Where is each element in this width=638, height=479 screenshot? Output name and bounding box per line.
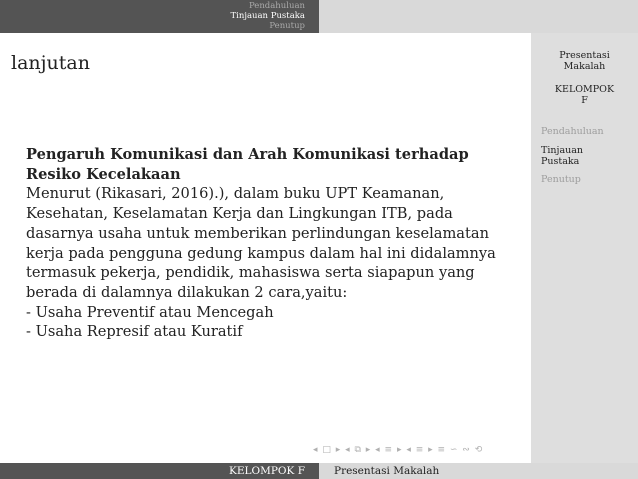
heading-line: Pengaruh Komunikasi dan Arah Komunikasi terhadap bbox=[26, 146, 469, 163]
sidebar-title-line[interactable]: Makalah bbox=[563, 61, 606, 72]
footer-title-box bbox=[319, 463, 638, 479]
body-line: berada di dalamnya dilakukan 2 cara,yaitu: bbox=[26, 283, 348, 301]
sidebar-author-line: KELOMPOK bbox=[554, 84, 615, 95]
sidebar-author-line: F bbox=[581, 95, 588, 106]
footer-author-box bbox=[0, 463, 319, 479]
sidebar-nav-penutup[interactable]: Penutup bbox=[541, 174, 581, 185]
header-section-list bbox=[0, 1, 305, 31]
footer-title: Presentasi Makalah bbox=[334, 465, 440, 477]
list-item-represif: - Usaha Represif atau Kuratif bbox=[26, 323, 243, 341]
sidebar bbox=[531, 33, 638, 463]
body-line: dasarnya usaha untuk memberikan perlindungan keselamatan bbox=[26, 224, 489, 242]
sidebar-nav-pendahuluan[interactable]: Pendahuluan bbox=[541, 126, 604, 137]
frame-title: lanjutan bbox=[11, 52, 90, 74]
footer-author: KELOMPOK F bbox=[229, 465, 305, 477]
slide-content bbox=[26, 145, 526, 342]
header-section-pendahuluan[interactable]: Pendahuluan bbox=[248, 1, 305, 11]
sidebar-title-line[interactable]: Presentasi bbox=[559, 50, 610, 61]
body-line: termasuk pekerja, pendidik, mahasiswa serta siapapun yang bbox=[26, 264, 475, 282]
body-line: Menurut (Rikasari, 2016).), dalam buku UPT Keamanan, bbox=[26, 185, 445, 203]
list-item-preventif: - Usaha Preventif atau Mencegah bbox=[26, 303, 274, 321]
body-line: kerja pada pengguna gedung kampus dalam hal ini didalamnya bbox=[26, 244, 496, 262]
header-bar bbox=[0, 0, 638, 33]
header-section-penutup[interactable]: Penutup bbox=[269, 21, 305, 31]
content-body bbox=[26, 184, 526, 342]
heading-line: Resiko Kecelakaan bbox=[26, 165, 181, 183]
navigation-symbols-icon[interactable]: ◂ □ ▸ ◂ ⧉ ▸ ◂ ≡ ▸ ◂ ≡ ▸ ≡ ∽ ∾ ⟲ bbox=[313, 445, 484, 455]
content-heading bbox=[26, 145, 526, 184]
sidebar-nav-tinjauan-pustaka-line[interactable]: Tinjauan bbox=[541, 145, 584, 156]
body-line: Kesehatan, Keselamatan Kerja dan Lingkungan ITB, pada bbox=[26, 205, 453, 223]
sidebar-nav-tinjauan-pustaka-line[interactable]: Pustaka bbox=[541, 156, 580, 167]
header-section-tinjauan-pustaka[interactable]: Tinjauan Pustaka bbox=[230, 11, 305, 21]
